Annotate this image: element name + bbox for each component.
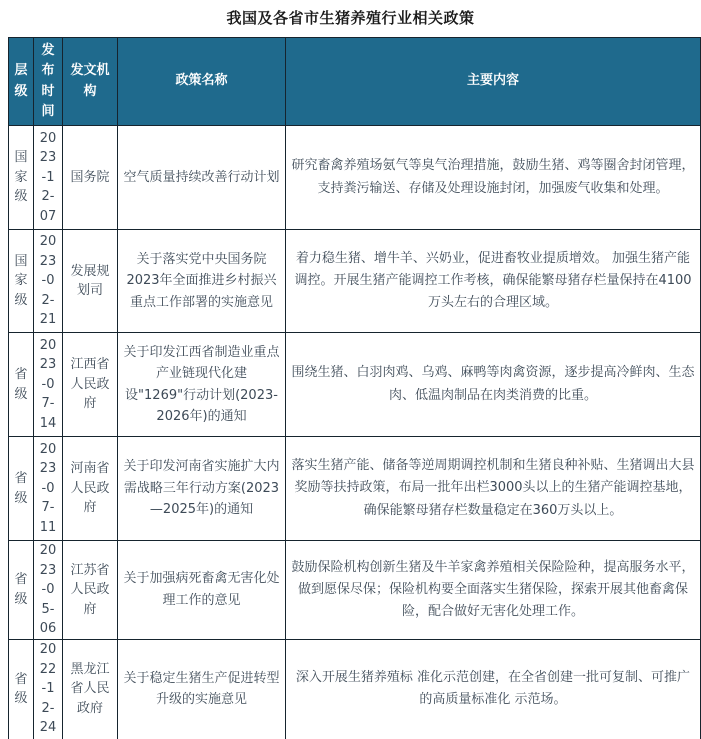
table-header-row	[9, 38, 701, 126]
cell-agency: 江西省人民政府	[63, 333, 118, 437]
cell-agency: 黑龙江省人民政府	[63, 639, 118, 739]
cell-date: 2023-07-14	[34, 333, 63, 437]
table-row	[9, 541, 701, 640]
cell-agency: 江苏省人民政府	[63, 541, 118, 640]
cell-date: 2022-12-24	[34, 639, 63, 739]
table-row	[9, 126, 701, 230]
table-row	[9, 437, 701, 541]
cell-level: 省级	[9, 541, 34, 640]
cell-content: 研究畜禽养殖场氨气等臭气治理措施，鼓励生猪、鸡等圈舍封闭管理，支持粪污输送、存储及处理设施封闭，加强废气收集和处理。	[286, 126, 701, 230]
cell-agency: 河南省人民政府	[63, 437, 118, 541]
cell-content: 鼓励保险机构创新生猪及牛羊家禽养殖相关保险险种，提高服务水平，做到愿保尽保；保险机构要全面落实生猪保险，探索开展其他畜禽保险，配合做好无害化处理工作。	[286, 541, 701, 640]
cell-content: 着力稳生猪、增牛羊、兴奶业，促进畜牧业提质增效。 加强生猪产能调控。开展生猪产能调控工作考核，确保能繁母猪存栏量保持在4100万头左右的合理区域。	[286, 230, 701, 333]
cell-level: 省级	[9, 437, 34, 541]
cell-date: 2023-02-21	[34, 230, 63, 333]
table-row	[9, 333, 701, 437]
cell-level: 省级	[9, 639, 34, 739]
cell-content: 深入开展生猪养殖标 准化示范创建，在全省创建一批可复制、可推广的高质量标准化 示范场。	[286, 639, 701, 739]
page-title: 我国及各省市生猪养殖行业相关政策	[226, 9, 475, 27]
cell-policy: 空气质量持续改善行动计划	[118, 126, 286, 230]
cell-policy: 关于稳定生猪生产促进转型升级的实施意见	[118, 639, 286, 739]
cell-policy: 关于加强病死畜禽无害化处理工作的意见	[118, 541, 286, 640]
cell-policy: 关于印发江西省制造业重点产业链现代化建设"1269"行动计划(2023-2026年)的通知	[118, 333, 286, 437]
header-policy: 政策名称	[118, 38, 286, 126]
cell-level: 国家级	[9, 230, 34, 333]
policy-table	[8, 37, 701, 739]
table-row	[9, 639, 701, 739]
cell-level: 国家级	[9, 126, 34, 230]
cell-date: 2023-07-11	[34, 437, 63, 541]
cell-content: 落实生猪产能、储备等逆周期调控机制和生猪良种补贴、生猪调出大县奖励等扶持政策，布局一批年出栏3000头以上的生猪产能调控基地，确保能繁母猪存栏数量稳定在360万头以上。	[286, 437, 701, 541]
cell-date: 2023-12-07	[34, 126, 63, 230]
header-level: 层级	[9, 38, 34, 126]
header-date: 发布时间	[34, 38, 63, 126]
cell-agency: 发展规划司	[63, 230, 118, 333]
cell-policy: 关于印发河南省实施扩大内需战略三年行动方案(2023—2025年)的通知	[118, 437, 286, 541]
header-agency: 发文机构	[63, 38, 118, 126]
cell-agency: 国务院	[63, 126, 118, 230]
header-content: 主要内容	[286, 38, 701, 126]
cell-level: 省级	[9, 333, 34, 437]
cell-content: 围绕生猪、白羽肉鸡、乌鸡、麻鸭等肉禽资源，逐步提高冷鲜肉、生态肉、低温肉制品在肉类消费的比重。	[286, 333, 701, 437]
table-row	[9, 230, 701, 333]
cell-policy: 关于落实党中央国务院2023年全面推进乡村振兴重点工作部署的实施意见	[118, 230, 286, 333]
cell-date: 2023-05-06	[34, 541, 63, 640]
